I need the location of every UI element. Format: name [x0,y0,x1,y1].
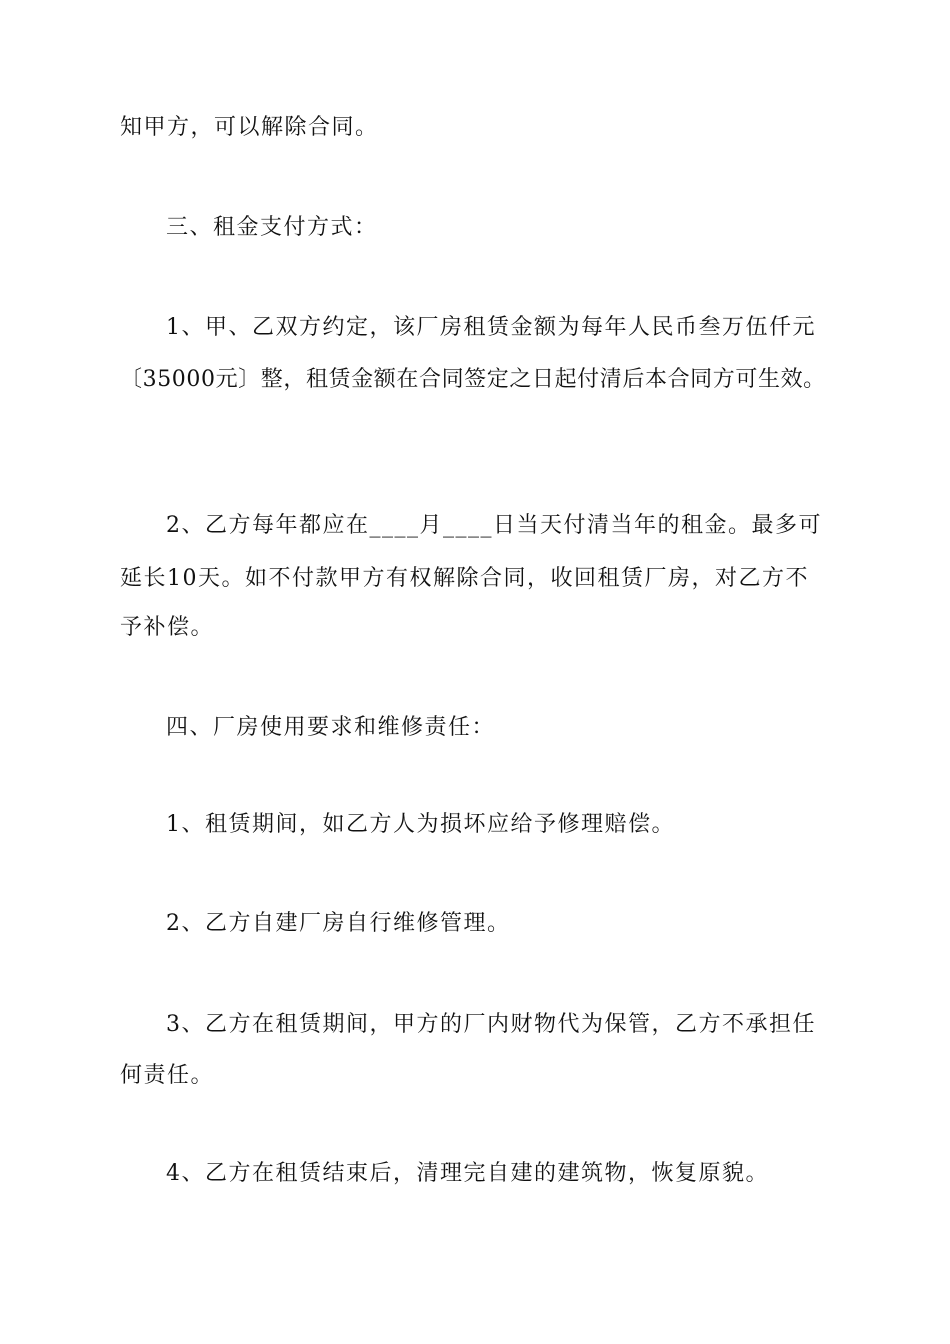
paragraph-line: 知甲方，可以解除合同。 [120,115,379,140]
paragraph-line: 2、乙方每年都应在____月____日当天付清当年的租金。最多可 [166,513,822,538]
section-heading-rent-payment: 三、租金支付方式： [166,215,378,240]
section-heading-usage-repair: 四、厂房使用要求和维修责任： [166,715,496,740]
paragraph-line: 何责任。 [120,1063,215,1088]
paragraph-line: 1、甲、乙双方约定，该厂房租赁金额为每年人民币叁万伍仟元 [166,315,816,340]
paragraph-line: 〔35000元〕整，租赁金额在合同签定之日起付清后本合同方可生效。 [120,367,826,392]
paragraph-line: 3、乙方在租赁期间，甲方的厂内财物代为保管，乙方不承担任 [166,1012,816,1037]
paragraph-line: 4、乙方在租赁结束后，清理完自建的建筑物，恢复原貌。 [166,1161,769,1186]
paragraph-line: 延长10天。如不付款甲方有权解除合同，收回租赁厂房，对乙方不 [120,566,809,591]
paragraph-line: 1、租赁期间，如乙方人为损坏应给予修理赔偿。 [166,812,675,837]
paragraph-line: 予补偿。 [120,615,215,640]
paragraph-line: 2、乙方自建厂房自行维修管理。 [166,911,511,936]
